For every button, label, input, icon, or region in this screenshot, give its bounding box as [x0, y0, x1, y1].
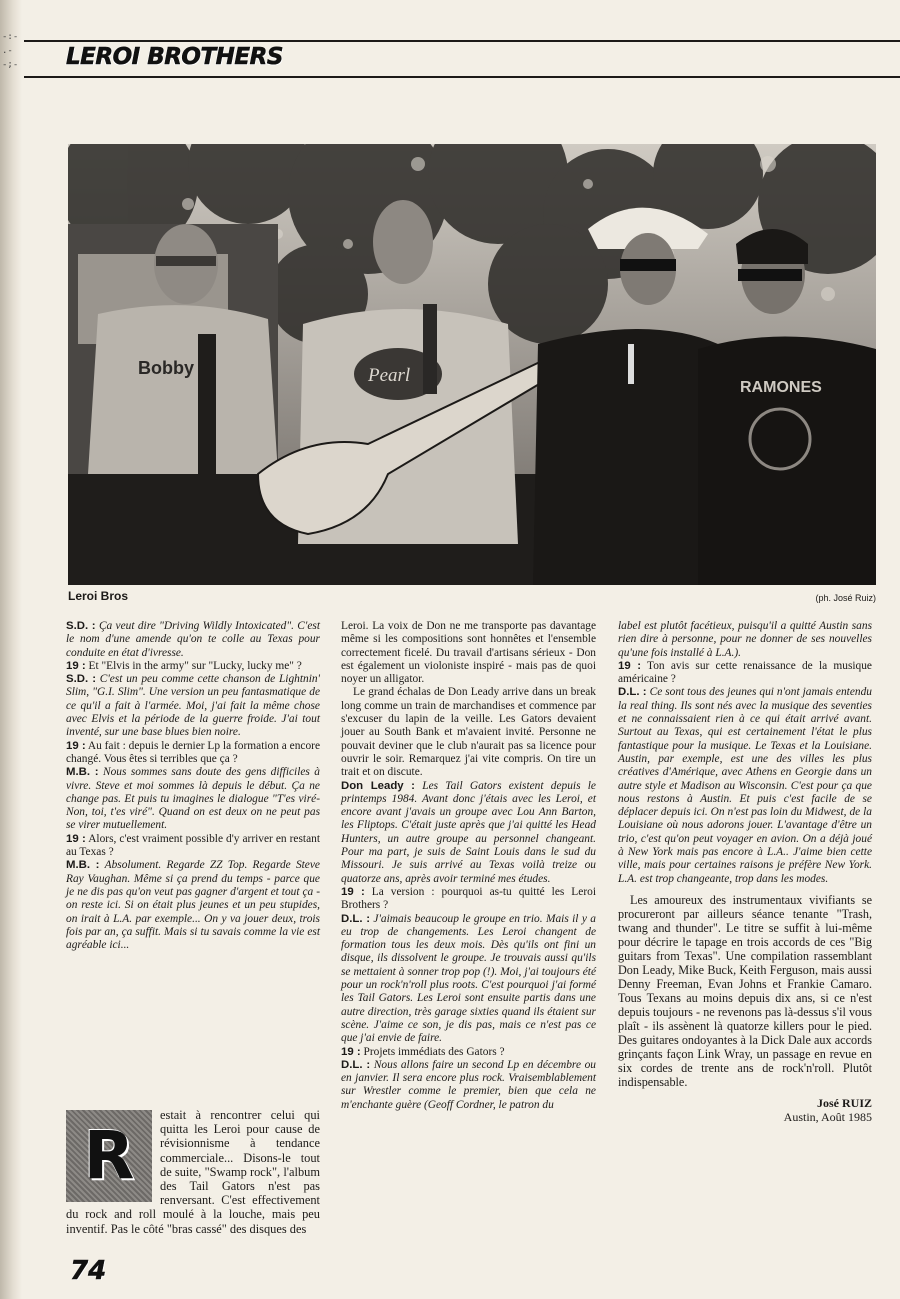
column-3: [618, 620, 872, 1125]
paragraph: [341, 780, 596, 886]
paragraph-text: C'est un peu comme cette chanson de Lightnin' Slim, "G.I. Slim". Une version un peu fantasmatique de ce qu'il a fait à l'armée. Moi, j'ai fait la même chose avec Elvis et la période de la guerre froide. J'ai tout inventé, sur une base blues bien noire.: [66, 673, 320, 739]
shirt-text-middle: Pearl: [368, 365, 411, 386]
paragraph: [66, 660, 320, 673]
paragraph: [618, 620, 872, 660]
paragraph: [66, 766, 320, 832]
page-binding-edge: [0, 0, 22, 1299]
paragraph: [341, 913, 596, 1046]
shirt-text-left: Bobby: [138, 358, 194, 378]
photo-caption: Leroi Bros: [68, 589, 129, 603]
speaker-label: Don Leady :: [341, 779, 415, 792]
speaker-label: 19 :: [66, 739, 86, 752]
binding-marks: -:- .- -;-: [2, 32, 19, 70]
speaker-label: 19 :: [66, 659, 86, 672]
paragraph: [66, 859, 320, 952]
place-date: Austin, Août 1985: [783, 1110, 872, 1125]
speaker-label: S.D. :: [66, 620, 96, 632]
paragraph-text: label est plutôt facétieux, puisqu'il a quitté Austin sans rien dire à personne, pour ne donner de ses nouvelles qu'une fois installé à L.A.).: [618, 620, 872, 659]
speaker-label: M.B. :: [66, 859, 100, 872]
header-rule-top: [24, 40, 900, 42]
paragraph-text: Et "Elvis in the army" sur "Lucky, lucky me" ?: [88, 659, 302, 672]
column-2: [341, 620, 596, 1112]
paragraph-text: Les amoureux des instrumentaux vivifiants se procureront par ailleurs séance tenante "Trash, twang and thunder". Le titre se suffit à lui-même pour décrire le tapage en trois accords de ces "Big guitars from Texas". Une compilation rassemblant Don Leady, Mike Buck, Keith Ferguson, mais aussi Denny Freeman, Evan Johns et Frankie Camaro. Tous Texans au moins depuis dix ans, si ce n'est depuis toujours - ne revenons pas là-dessus s'il vous plaît - ils assènent là quatorze killers pour le pied. Des guitares ondoyantes à la Dick Dale aux accords grinçants façon Link Wray, un passage en revue en six cordes de trente ans de rock'n'roll. Plutôt indispensable.: [618, 892, 872, 1089]
paragraph: [341, 620, 596, 686]
paragraph-text: La version : pourquoi as-tu quitté les Leroi Brothers ?: [341, 885, 596, 912]
paragraph: [341, 1046, 596, 1059]
speaker-label: 19 :: [341, 1045, 361, 1058]
paragraph: [66, 833, 320, 860]
photo-credit: (ph. José Ruiz): [815, 593, 876, 603]
paragraph: [341, 886, 596, 913]
paragraph-text: Ton avis sur cette renaissance de la musique américaine ?: [618, 659, 872, 686]
intro-text: estait à rencontrer celui qui quitta les Leroi pour cause de révisionnisme à tendance commerciale... Disons-le tout de suite, "Swamp rock", l'album des Tail Gators n'est pas renversant. C'est effectivement du rock and roll moulé à la louche, mais peu inventif. Pas le côté "bras cassé" des disques des: [66, 1108, 320, 1236]
signature: [618, 1097, 872, 1125]
paragraph-text: Absolument. Regarde ZZ Top. Regarde Steve Ray Vaughan. Même si ça prend du temps - parce que je ne dis pas qu'on veut pas gagner d'argent et tout ça - on reste ici. Si on était plus jeunes et un peu stupides, on irait à L.A. par exemple... On y va jouer deux, trois fois par an, ça suffit. Mais si tu savais comme la vie est agréable ici...: [66, 859, 320, 952]
paragraph: [618, 893, 872, 1089]
paragraph-text: Leroi. La voix de Don ne me transporte pas davantage même si les compositions sont honnêtes et l'ensemble correctement ficelé. Du travail d'artisans sérieux - Don est également un violoniste inspiré - mais pas de quoi noyer un alligator.: [341, 620, 596, 686]
band-photo: [68, 144, 876, 585]
speaker-label: M.B. :: [66, 766, 99, 779]
page-number: 74: [70, 1256, 107, 1286]
intro-paragraph: [66, 1108, 320, 1236]
shirt-text-right: RAMONES: [740, 379, 822, 396]
paragraph: [618, 686, 872, 885]
paragraph-text: Projets immédiats des Gators ?: [363, 1045, 505, 1058]
column-1: [66, 620, 320, 952]
paragraph: [341, 1059, 596, 1112]
header-rule-bottom: [24, 76, 900, 78]
paragraph: [341, 686, 596, 779]
paragraph: [66, 740, 320, 767]
paragraph-text: Alors, c'est vraiment possible d'y arriver en restant au Texas ?: [66, 832, 320, 859]
dropcap-letter: R: [83, 1116, 135, 1194]
speaker-label: S.D. :: [66, 673, 97, 686]
header-title: LEROI BROTHERS: [66, 44, 283, 70]
speaker-label: D.L. :: [618, 686, 647, 699]
paragraph-text: Nous sommes sans doute des gens difficiles à vivre. Steve et moi sommes là depuis le début. Ça ne change pas. Et puis tu imagines le dialogue "T'es viré-Non, toi, t'es viré". Quand on est deux on ne peut pas se virer mutuellement.: [66, 766, 320, 832]
band-photo-image: [68, 144, 876, 585]
speaker-label: 19 :: [341, 885, 365, 898]
paragraph-text: Les Tail Gators existent depuis le printemps 1984. Avant donc j'étais avec les Leroi, et encore avant j'avais un groupe avec Lou Ann Barton, les Fliptops. C'était juste après que j'ai quitté les Head Hunters, un autre groupe au personnel changeant. Pour ma part, je suis de Saint Louis dans le sud du Missouri. Je suis arrivé au Texas voilà treize ou quatorze ans, après avoir terminé mes études.: [341, 779, 596, 885]
paragraph: [66, 620, 320, 660]
paragraph-text: Ça veut dire "Driving Wildly Intoxicated". C'est le nom d'une amende qu'on te colle au Texas pour conduite en état d'ivresse.: [66, 620, 320, 659]
paragraph-text: Nous allons faire un second Lp en décembre ou en janvier. Il sera encore plus rock. Vraisemblablement sur Wrestler comme le premier, bien que cela ne m'enchante guère (Geoff Cordner, le patron du: [341, 1058, 596, 1111]
paragraph-text: J'aimais beaucoup le groupe en trio. Mais il y a eu trop de changements. Les Leroi changent de formation tous les deux mois. Dès qu'ils ont fini un disque, ils dissolvent le groupe. Je trouvais aussi qu'ils se mettaient à sonner trop pop (!). Moi, j'ai toujours été pour un rock'n'roll plus roots. C'est pourquoi j'ai formé les Tail Gators. Les Leroi sont ensuite partis dans une autre direction, très garage sixties quand ils étaient sur scène. J'aime ce son, je dis pas, mais ce n'est pas ce que j'ai envie de faire.: [341, 912, 596, 1045]
paragraph: [618, 660, 872, 687]
paragraph-text: Ce sont tous des jeunes qui n'ont jamais entendu la real thing. Ils sont nés avec la musique des seventies et ne connaissaient rien à ce qui était arrivé avant. Surtout au Texas, qui est certainement l'état le plus fantastique pour la musique. Le Texas et la Louisiane. Austin, par exemple, est une des villes les plus créatives d'Amérique, avec Athens en Georgie dans un autre style et Madison au Wisconsin. C'est pour ça que nous restons à Austin. Et puis c'est facile de se déplacer depuis ici. On n'est pas loin du Midwest, de la Louisiane où nous adorons jouer. L'avantage d'être un trio, c'est qu'on peut voyager en avion. On a déjà joué à New York mais pas encore à L.A.. J'aime bien cette ville, mais pour certaines raisons je préfère New York. L.A. est trop changeante, trop dans les modes.: [618, 686, 872, 885]
speaker-label: 19 :: [618, 659, 642, 672]
speaker-label: 19 :: [66, 832, 86, 845]
author-name: José RUIZ: [816, 1095, 872, 1110]
speaker-label: D.L. :: [341, 912, 371, 925]
dropcap-box: [66, 1110, 152, 1202]
paragraph-text: Le grand échalas de Don Leady arrive dans un break long comme un train de marchandises et commence par s'excuser du lapin de la veille. Les Gators devaient jouer au South Bank et m'avaient invité. Personne ne pouvait deviner que le club n'aurait pas sa licence pour ouvrir le soir. Remarquez j'ai vite compris. On tire un trait et on discute.: [341, 686, 596, 779]
paragraph-text: Au fait : depuis le dernier Lp la formation a encore changé. Vous êtes si terribles que ça ?: [66, 739, 321, 765]
paragraph: [66, 673, 320, 739]
speaker-label: D.L. :: [341, 1058, 371, 1071]
